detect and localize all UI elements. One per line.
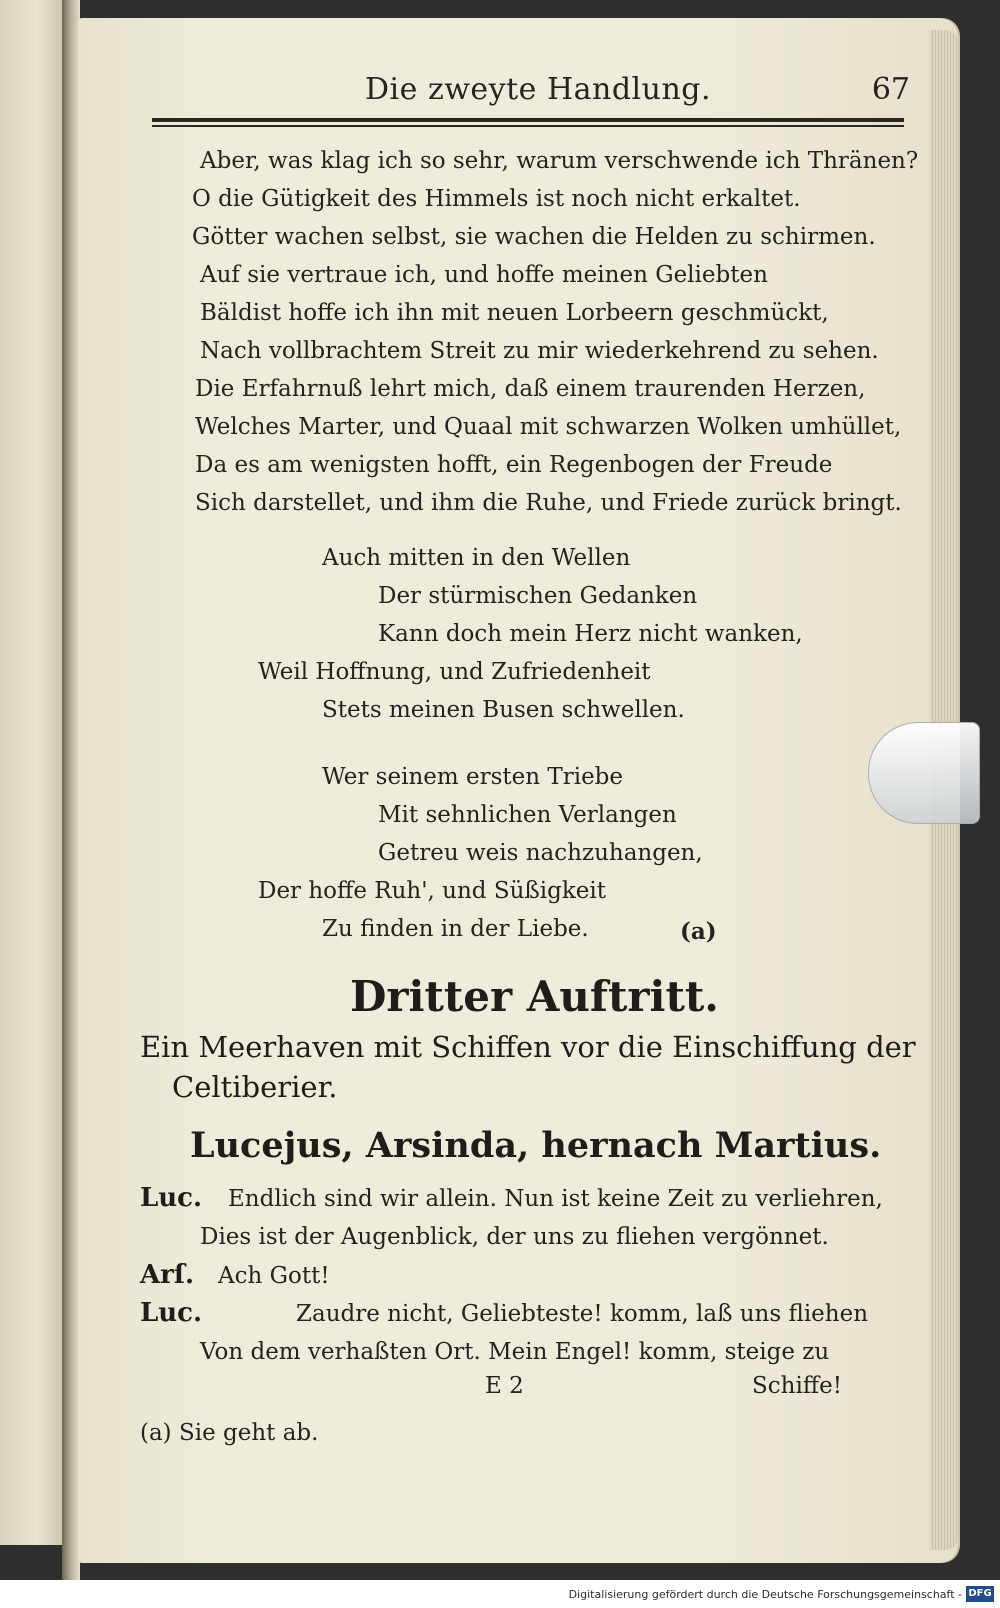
- verse-line: Bäldist hoffe ich ihn mit neuen Lorbeern geschmückt,: [200, 300, 829, 326]
- aria-line: Der stürmischen Gedanken: [378, 583, 698, 609]
- dialogue-line: Ach Gott!: [218, 1263, 330, 1289]
- footnote: (a) Sie geht ab.: [140, 1420, 319, 1446]
- page-header: [150, 72, 910, 112]
- verse-line: Die Erfahrnuß lehrt mich, daß einem traurenden Herzen,: [195, 376, 866, 402]
- verse-line: Aber, was klag ich so sehr, warum verschwende ich Thränen?: [200, 148, 919, 174]
- verse-line: Auf sie vertraue ich, und hoffe meinen Geliebten: [200, 262, 768, 288]
- verse-line: O die Gütigkeit des Himmels ist noch nicht erkaltet.: [192, 186, 801, 212]
- digitization-credit-bar: [0, 1580, 1000, 1608]
- printer-signature: E 2: [485, 1373, 524, 1399]
- scene-description-continued: Celtiberier.: [172, 1070, 338, 1104]
- dialogue-line: Dies ist der Augenblick, der uns zu fliehen vergönnet.: [200, 1224, 829, 1250]
- aria-line: Zu finden in der Liebe.: [322, 916, 589, 942]
- catchword: Schiffe!: [752, 1373, 843, 1399]
- speaker-label: Luc.: [140, 1298, 203, 1328]
- scene-description: Ein Meerhaven mit Schiffen vor die Einschiffung der: [140, 1030, 916, 1064]
- aria-line: Weil Hoffnung, und Zufriedenheit: [258, 659, 651, 685]
- running-title: Die zweyte Handlung.: [365, 72, 712, 107]
- verse-line: Nach vollbrachtem Streit zu mir wiederkehrend zu sehen.: [200, 338, 879, 364]
- aria-line: Kann doch mein Herz nicht wanken,: [378, 621, 803, 647]
- speaker-label: Luc.: [140, 1183, 203, 1213]
- book-clip: [868, 722, 980, 824]
- scene-heading: Dritter Auftritt.: [350, 972, 719, 1021]
- page-number: 67: [871, 72, 910, 107]
- verse-line: Götter wachen selbst, sie wachen die Helden zu schirmen.: [192, 224, 876, 250]
- character-list: Lucejus, Arsinda, hernach Martius.: [190, 1125, 882, 1166]
- facing-page-edge: [0, 0, 64, 1545]
- aria-line: Getreu weis nachzuhangen,: [378, 840, 703, 866]
- verse-line: Sich darstellet, und ihm die Ruhe, und Friede zurück bringt.: [195, 490, 902, 516]
- footnote-marker: (a): [680, 918, 717, 945]
- aria-line: Auch mitten in den Wellen: [322, 545, 631, 571]
- header-rule: [152, 118, 904, 122]
- aria-line: Mit sehnlichen Verlangen: [378, 802, 677, 828]
- verse-line: Da es am wenigsten hofft, ein Regenbogen der Freude: [195, 452, 833, 478]
- aria-line: Wer seinem ersten Triebe: [322, 764, 624, 790]
- verse-line: Welches Marter, und Quaal mit schwarzen Wolken umhüllet,: [195, 414, 902, 440]
- aria-line: Stets meinen Busen schwellen.: [322, 697, 685, 723]
- header-rule-thin: [152, 125, 904, 127]
- dialogue-line: Endlich sind wir allein. Nun ist keine Zeit zu verliehren,: [228, 1186, 883, 1212]
- aria-line: Der hoffe Ruh', und Süßigkeit: [258, 878, 606, 904]
- dfg-logo: DFG: [966, 1586, 994, 1602]
- dialogue-line: Zaudre nicht, Geliebteste! komm, laß uns fliehen: [296, 1301, 869, 1327]
- credit-text: Digitalisierung gefördert durch die Deutsche Forschungsgemeinschaft -: [568, 1588, 962, 1601]
- speaker-label: Arſ.: [140, 1260, 195, 1290]
- dialogue-line: Von dem verhaßten Ort. Mein Engel! komm, steige zu: [200, 1339, 830, 1365]
